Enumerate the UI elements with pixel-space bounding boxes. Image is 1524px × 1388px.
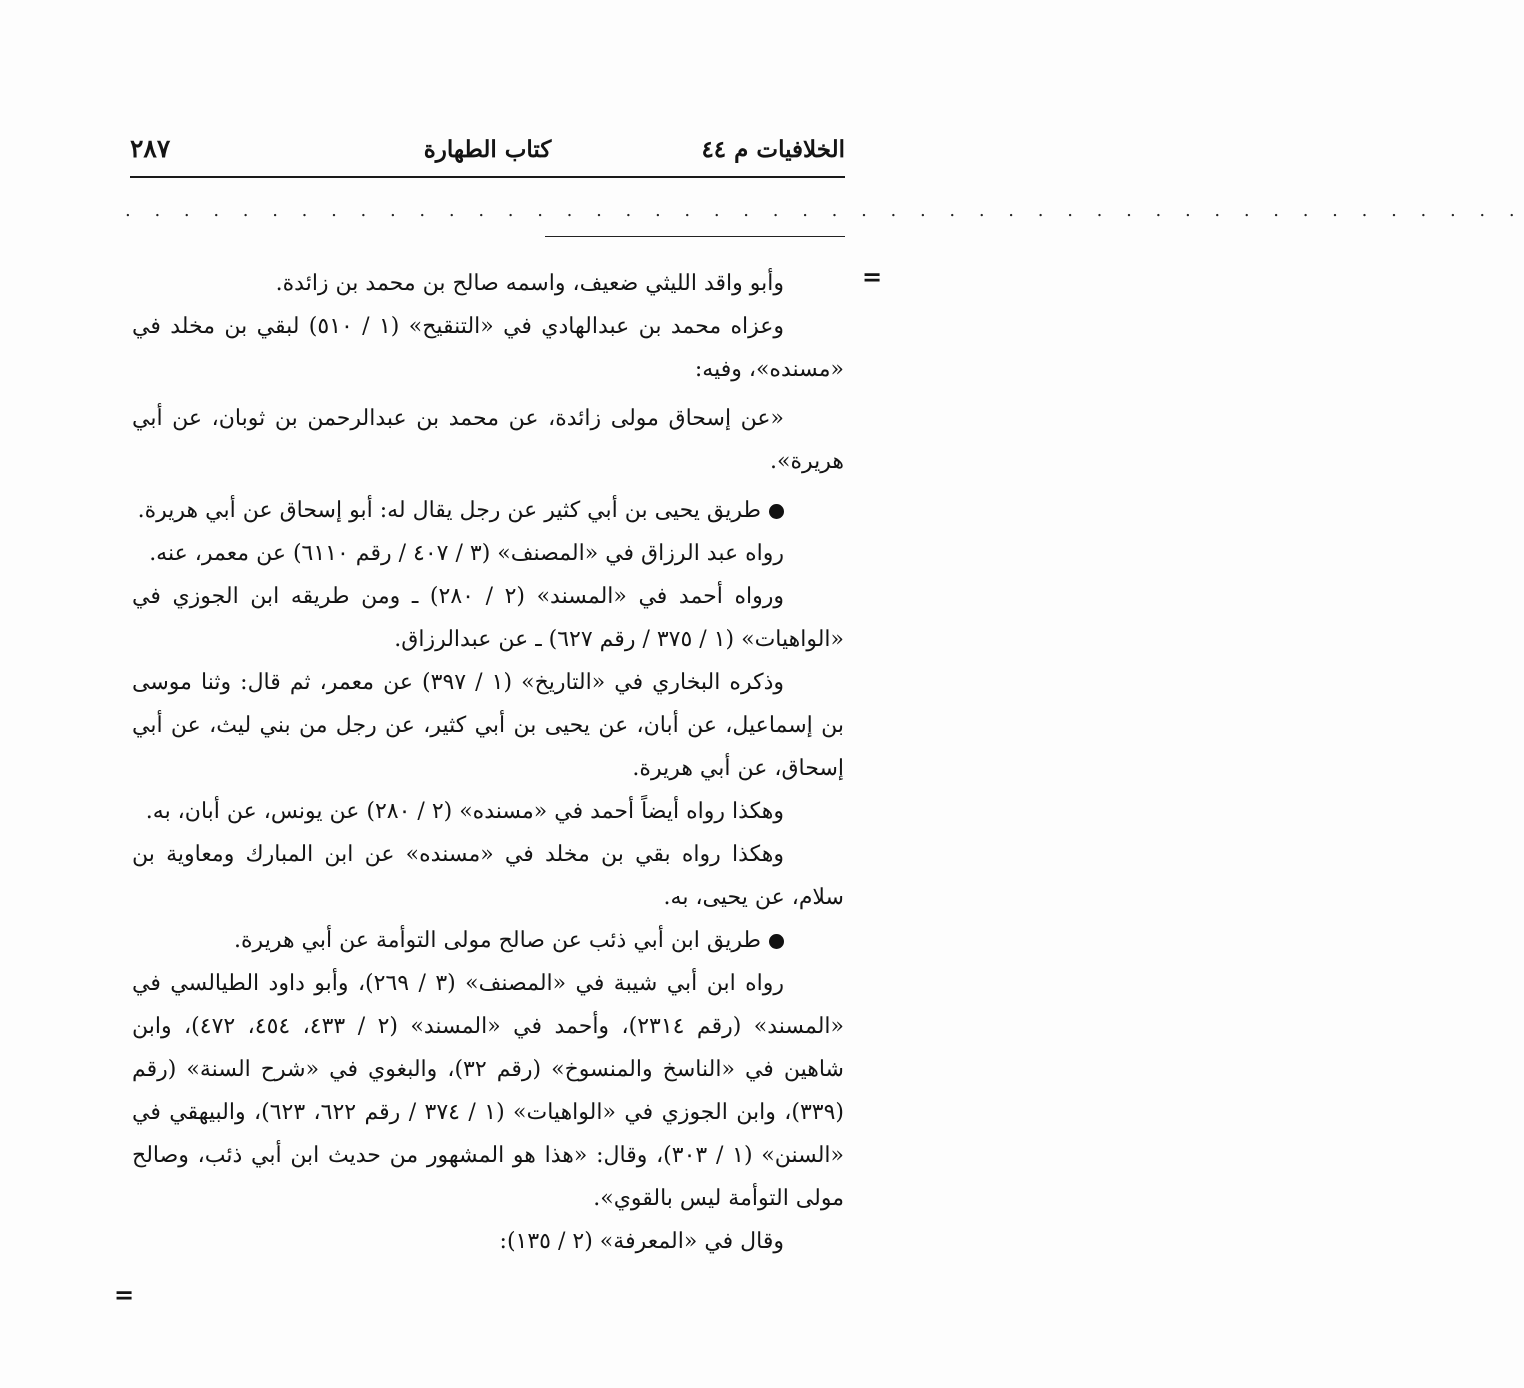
page-number: ٢٨٧ bbox=[130, 134, 171, 163]
bullet-icon bbox=[769, 934, 784, 949]
paragraph: وقال في «المعرفة» (٢ / ١٣٥): bbox=[499, 1229, 784, 1254]
paragraph: وهكذا رواه بقي بن مخلد في «مسنده» عن ابن المبارك ومعاوية بن سلام، عن يحيى، به. bbox=[132, 842, 844, 910]
header-rule bbox=[130, 176, 845, 178]
footnote-body bbox=[132, 262, 844, 1263]
bullet-paragraph bbox=[132, 489, 844, 532]
bullet-paragraph bbox=[132, 919, 844, 962]
paragraph: رواه ابن أبي شيبة في «المصنف» (٣ / ٢٦٩)، وأبو داود الطيالسي في «المسند» (رقم ٢٣١٤)، وأحمد في «المسند» (٢ / ٤٣٣، ٤٥٤، ٤٧٢)، وابن شاهين في «الناسخ والمنسوخ» (رقم ٣٢)، والبغوي في «شرح السنة» (رقم (٣٣٩)، وابن الجوزي في «الواهيات» (١ / ٣٧٤ / رقم ٦٢٢، ٦٢٣)، والبيهقي في «السنن» (١ / ٣٠٣)، وقال: «هذا هو المشهور من حديث ابن أبي ذئب، وصالح مولى التوأمة ليس بالقوي». bbox=[132, 971, 845, 1211]
footnote-rule bbox=[545, 236, 845, 237]
paragraph: وذكره البخاري في «التاريخ» (١ / ٣٩٧) عن معمر، ثم قال: وثنا موسى بن إسماعيل، عن أبان، عن يحيى بن أبي كثير، عن رجل من بني ليث، عن أبي إسحاق، عن أبي هريرة. bbox=[132, 670, 844, 781]
paragraph: ورواه أحمد في «المسند» (٢ / ٢٨٠) ـ ومن طريقه ابن الجوزي في «الواهيات» (١ / ٣٧٥ / رقم ٦٢٧) ـ عن عبدالرزاق. bbox=[132, 584, 844, 652]
quoted-paragraph: «عن إسحاق مولى زائدة، عن محمد بن عبدالرحمن بن ثوبان، عن أبي هريرة». bbox=[132, 406, 844, 474]
paragraph: وعزاه محمد بن عبدالهادي في «التنقيح» (١ / ٥١٠) لبقي بن مخلد في «مسنده»، وفيه: bbox=[132, 314, 844, 382]
paragraph: وأبو واقد الليثي ضعيف، واسمه صالح بن محمد بن زائدة. bbox=[275, 271, 784, 296]
continuation-mark-top: = bbox=[862, 262, 883, 291]
paragraph: رواه عبد الرزاق في «المصنف» (٣ / ٤٠٧ / رقم ٦١١٠) عن معمر، عنه. bbox=[149, 541, 784, 566]
header-book-title: الخلافيات م ٤٤ bbox=[701, 136, 845, 163]
continuation-mark-bottom: = bbox=[114, 1280, 135, 1309]
bullet-text: طريق يحيى بن أبي كثير عن رجل يقال له: أبو إسحاق عن أبي هريرة. bbox=[137, 498, 761, 523]
bullet-text: طريق ابن أبي ذئب عن صالح مولى التوأمة عن أبي هريرة. bbox=[234, 928, 761, 953]
header-chapter-title: كتاب الطهارة bbox=[423, 136, 552, 163]
bullet-icon bbox=[769, 504, 784, 519]
footnote-dot-separator: . . . . . . . . . . . . . . . . . . . . . . . . . . . . . . . . . . . . . . . . . . . . . . . . bbox=[125, 200, 1524, 221]
running-header bbox=[130, 130, 845, 170]
paragraph: وهكذا رواه أيضاً أحمد في «مسنده» (٢ / ٢٨٠) عن يونس، عن أبان، به. bbox=[145, 799, 784, 824]
